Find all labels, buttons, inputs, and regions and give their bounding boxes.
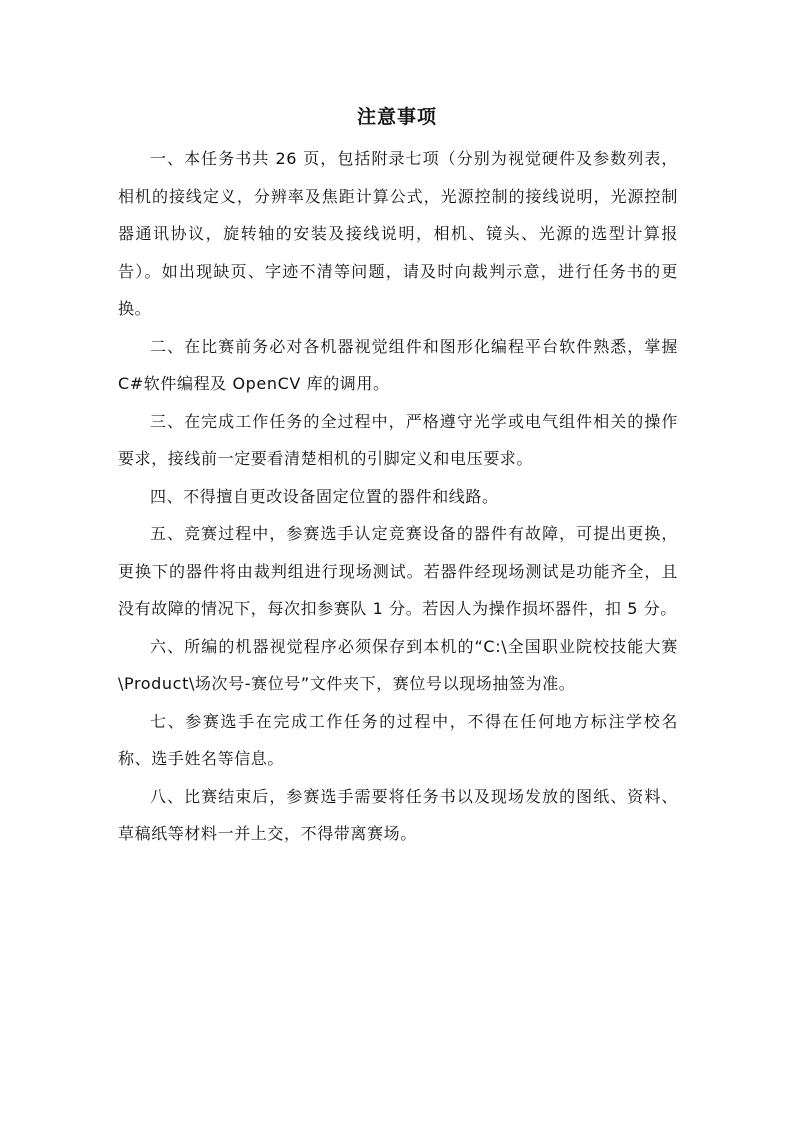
notice-item-6: 六、所编的机器视觉程序必须保存到本机的“C:\全国职业院校技能大赛\Product\场次号-赛位号”文件夹下，赛位号以现场抽签为准。: [118, 636, 678, 693]
notice-item-1: 一、本任务书共 26 页，包括附录七项（分别为视觉硬件及参数列表，相机的接线定义，分辨率及焦距计算公式，光源控制的接线说明，光源控制器通讯协议，旋转轴的安装及接线说明，相机、镜头、光源的选型计算报告）。如出现缺页、字迹不清等问题，请及时向裁判示意，进行任务书的更换。: [118, 149, 678, 318]
notice-item-2: 二、在比赛前务必对各机器视觉组件和图形化编程平台软件熟悉，掌握 C#软件编程及 OpenCV 库的调用。: [118, 336, 678, 393]
notice-item-4: 四、不得擅自更改设备固定位置的器件和线路。: [150, 486, 499, 506]
notice-item-5: 五、竞赛过程中，参赛选手认定竞赛设备的器件有故障，可提出更换，更换下的器件将由裁判组进行现场测试。若器件经现场测试是功能齐全，且没有故障的情况下，每次扣参赛队 1 分。若因人为操作损坏器件，扣 5 分。: [118, 524, 678, 618]
notice-item-3: 三、在完成工作任务的全过程中，严格遵守光学或电气组件相关的操作要求，接线前一定要看清楚相机的引脚定义和电压要求。: [118, 411, 678, 468]
notice-item-8: 八、比赛结束后，参赛选手需要将任务书以及现场发放的图纸、资料、草稿纸等材料一并上交，不得带离赛场。: [118, 786, 678, 843]
notice-item-7: 七、参赛选手在完成工作任务的过程中，不得在任何地方标注学校名称、选手姓名等信息。: [118, 711, 678, 768]
page-title: 注意事项: [356, 106, 437, 128]
notice-body: [118, 140, 678, 853]
